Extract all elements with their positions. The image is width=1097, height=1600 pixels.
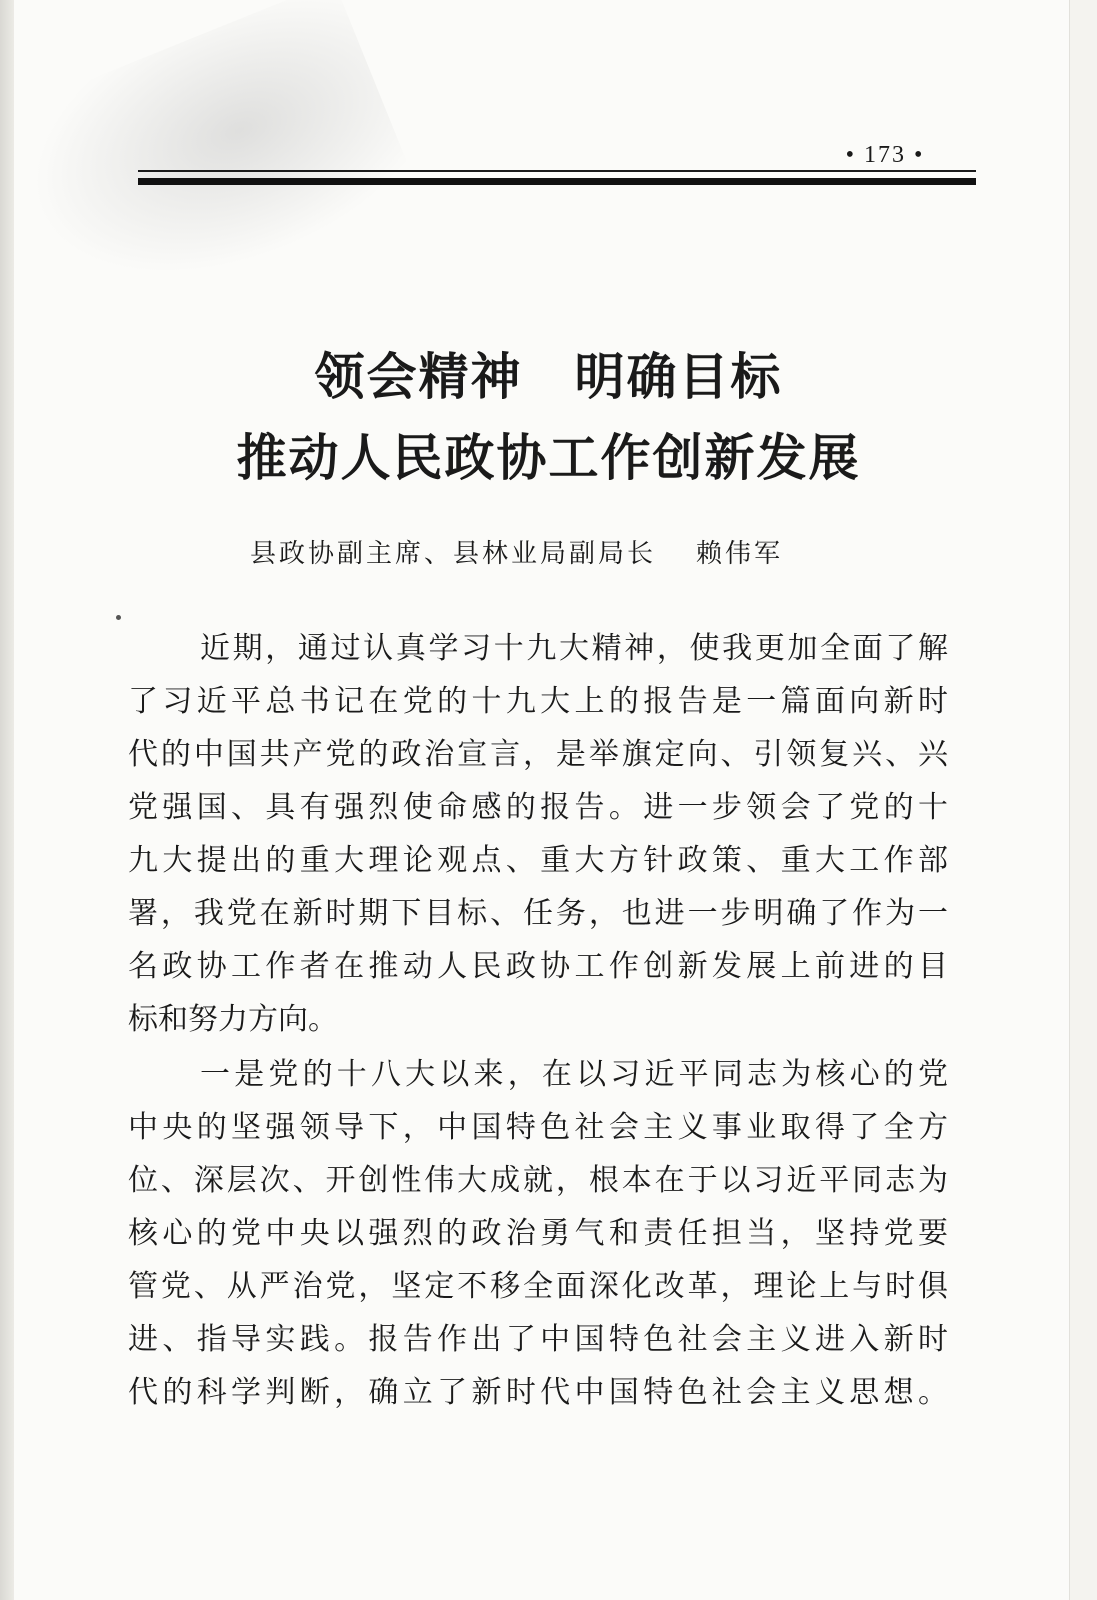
paragraph-line: 一是党的十八大以来，在以习近平同志为核心的党	[200, 1057, 948, 1092]
page-edge	[0, 0, 14, 1600]
header-rule-thick	[138, 178, 976, 185]
paragraph-1	[128, 622, 948, 1046]
paragraph-line: 中央的坚强领导下，中国特色社会主义事业取得了全方	[128, 1110, 948, 1145]
paragraph-line: 代的中国共产党的政治宣言，是举旗定向、引领复兴、兴	[128, 737, 948, 772]
scan-speck	[116, 615, 121, 620]
paragraph-line: 了习近平总书记在党的十九大上的报告是一篇面向新时	[128, 684, 948, 719]
paragraph-line: 管党、从严治党，坚定不移全面深化改革，理论上与时俱	[128, 1269, 948, 1304]
paragraph-2	[128, 1048, 948, 1419]
paragraph-line: 标和努力方向。	[128, 1002, 338, 1037]
paragraph-line: 核心的党中央以强烈的政治勇气和责任担当，坚持党要	[128, 1216, 948, 1251]
byline	[250, 533, 783, 570]
paragraph-line: 署，我党在新时期下目标、任务，也进一步明确了作为一	[128, 896, 948, 931]
paragraph-line: 位、深层次、开创性伟大成就，根本在于以习近平同志为	[128, 1163, 948, 1198]
author-position: 县政协副主席、县林业局副局长	[250, 539, 657, 569]
paragraph-line: 名政协工作者在推动人民政协工作创新发展上前进的目	[128, 949, 948, 984]
paragraph-line: 党强国、具有强烈使命感的报告。进一步领会了党的十	[128, 790, 948, 825]
paragraph-line: 代的科学判断，确立了新时代中国特色社会主义思想。	[128, 1375, 948, 1410]
author-name: 赖伟军	[696, 539, 784, 569]
page-number: • 173 •	[845, 142, 925, 168]
paragraph-line: 近期，通过认真学习十九大精神，使我更加全面了解	[200, 631, 948, 666]
article-title-line-1: 领会精神 明确目标	[314, 348, 783, 406]
header-rule-thin	[138, 170, 976, 172]
article-title-line-2: 推动人民政协工作创新发展	[236, 429, 861, 487]
paragraph-line: 九大提出的重大理论观点、重大方针政策、重大工作部	[128, 843, 948, 878]
paragraph-line: 进、指导实践。报告作出了中国特色社会主义进入新时	[128, 1322, 948, 1357]
